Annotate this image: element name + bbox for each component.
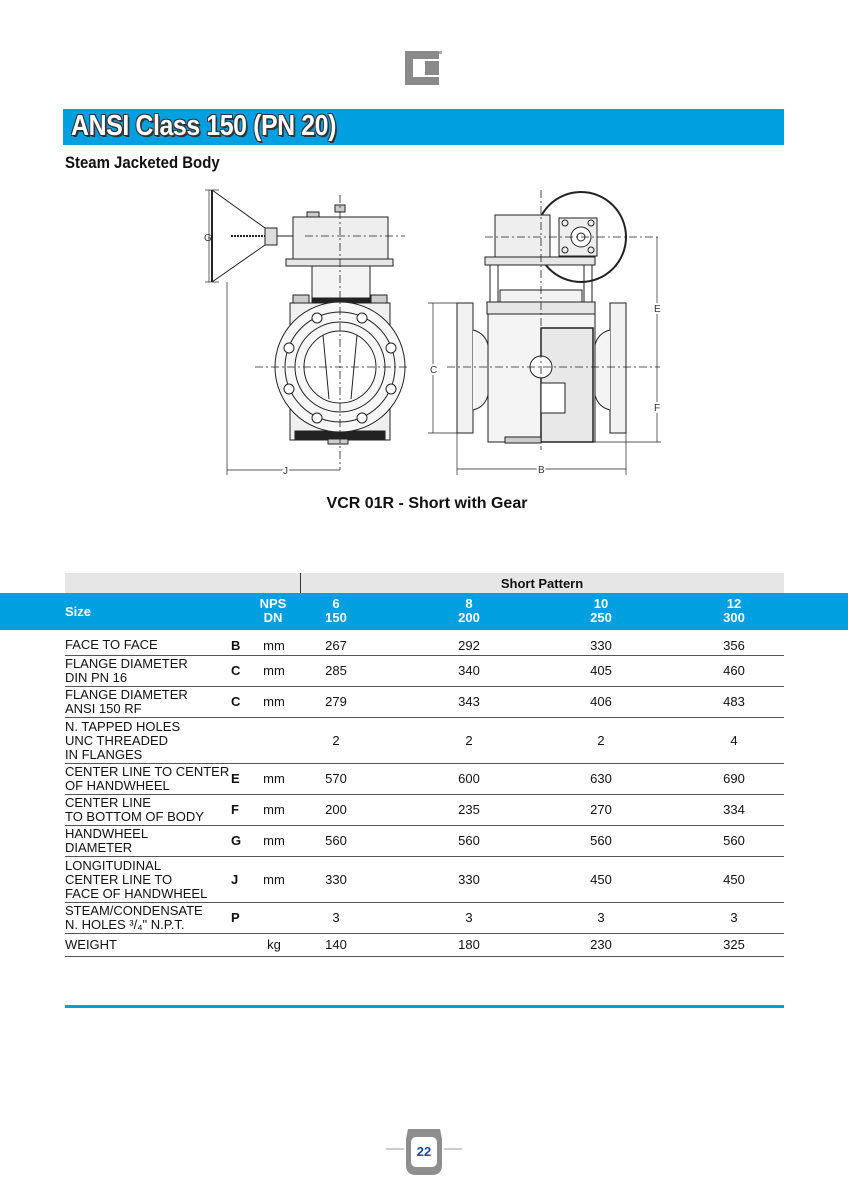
table-header-row (0, 593, 848, 630)
table-cell: 690 (723, 771, 745, 786)
table-cell: 356 (723, 638, 745, 653)
table-cell: 200 (325, 802, 347, 817)
title-band (63, 109, 784, 145)
short-pattern-header: Short Pattern (500, 576, 584, 591)
table-row (65, 637, 784, 656)
table-row (65, 903, 784, 934)
table-row (65, 764, 784, 795)
table-cell: 325 (723, 937, 745, 952)
unit: mm (263, 833, 285, 848)
table-cell: 330 (590, 638, 612, 653)
unit: mm (263, 663, 285, 678)
page-number: 22 (416, 1144, 432, 1159)
row-description: WEIGHT (65, 937, 117, 952)
row-description: FLANGE DIAMETER ANSI 150 RF (65, 687, 188, 716)
dim-label-g: G (204, 233, 212, 244)
dimension-symbol: E (231, 771, 240, 786)
row-description: FLANGE DIAMETER DIN PN 16 (65, 656, 188, 685)
row-description: N. TAPPED HOLES UNC THREADED IN FLANGES (65, 719, 181, 762)
table-cell: 285 (325, 663, 347, 678)
dim-label-b: B (538, 465, 545, 476)
page-title: ANSI Class 150 (PN 20) (71, 110, 337, 142)
table-row (65, 934, 784, 957)
table-row (65, 656, 784, 687)
table-cell: 560 (458, 833, 480, 848)
table-cell: 330 (458, 872, 480, 887)
drawing-caption: VCR 01R - Short with Gear (326, 495, 528, 512)
table-cell: 330 (325, 872, 347, 887)
dimension-symbol: C (231, 694, 241, 709)
unit: mm (263, 694, 285, 709)
dim-label-c: C (430, 365, 438, 376)
front-view (205, 190, 410, 475)
table-row (65, 857, 784, 903)
table-row (65, 826, 784, 857)
row-description: CENTER LINE TO BOTTOM OF BODY (65, 795, 204, 824)
table-cell: 140 (325, 937, 347, 952)
row-description: FACE TO FACE (65, 637, 158, 652)
row-description: HANDWHEEL DIAMETER (65, 826, 149, 855)
table-row (65, 687, 784, 718)
table-cell: 560 (590, 833, 612, 848)
table-cell: 560 (325, 833, 347, 848)
unit: kg (267, 937, 281, 952)
dimension-symbol: G (231, 833, 242, 848)
table-cell: 450 (590, 872, 612, 887)
table-cell: 600 (458, 771, 480, 786)
dimension-symbol: F (231, 802, 239, 817)
table-cell: 406 (590, 694, 612, 709)
side-view (428, 190, 661, 475)
table-cell: 4 (730, 733, 738, 748)
table-cell: 3 (465, 910, 473, 925)
row-description: STEAM/CONDENSATE N. HOLES ³/₄" N.P.T. (65, 903, 203, 932)
spec-table-body (65, 637, 784, 957)
unit: mm (263, 771, 285, 786)
table-cell: 405 (590, 663, 612, 678)
column-header: 12 300 (723, 596, 745, 625)
dimension-symbol: B (231, 638, 241, 653)
table-cell: 343 (458, 694, 480, 709)
table-cell: 292 (458, 638, 480, 653)
valve-technical-drawing (195, 185, 670, 485)
dimension-symbol: P (231, 910, 240, 925)
dimension-symbol: J (231, 872, 239, 887)
column-header: 8 200 (458, 596, 480, 625)
table-cell: 270 (590, 802, 612, 817)
table-cell: 570 (325, 771, 347, 786)
nps-dn-header: NPS DN (259, 596, 287, 625)
table-cell: 235 (458, 802, 480, 817)
row-description: CENTER LINE TO CENTER OF HANDWHEEL (65, 764, 230, 793)
company-logo-icon (405, 47, 443, 85)
dim-label-f: F (654, 403, 661, 414)
table-cell: 2 (332, 733, 340, 748)
size-header: Size (65, 604, 92, 619)
unit: mm (263, 638, 285, 653)
table-cell: 180 (458, 937, 480, 952)
dim-label-j: J (283, 466, 288, 477)
unit: mm (263, 802, 285, 817)
table-cell: 340 (458, 663, 480, 678)
unit: mm (263, 872, 285, 887)
table-cell: 2 (465, 733, 473, 748)
dim-label-e: E (654, 304, 661, 315)
column-header: 10 250 (590, 596, 612, 625)
table-bottom-rule (65, 1005, 784, 1008)
table-cell: 3 (597, 910, 605, 925)
table-cell: 483 (723, 694, 745, 709)
table-cell: 267 (325, 638, 347, 653)
table-cell: 460 (723, 663, 745, 678)
table-cell: 3 (730, 910, 738, 925)
table-cell: 3 (332, 910, 340, 925)
section-subtitle: Steam Jacketed Body (65, 153, 220, 172)
dimension-symbol: C (231, 663, 241, 678)
row-description: LONGITUDINAL CENTER LINE TO FACE OF HANDWHEEL (65, 858, 208, 901)
column-header: 6 150 (325, 596, 347, 625)
table-cell: 2 (597, 733, 605, 748)
table-row (65, 718, 784, 764)
table-cell: 630 (590, 771, 612, 786)
table-cell: 334 (723, 802, 745, 817)
table-row (65, 795, 784, 826)
table-cell: 279 (325, 694, 347, 709)
table-cell: 230 (590, 937, 612, 952)
table-cell: 560 (723, 833, 745, 848)
table-cell: 450 (723, 872, 745, 887)
